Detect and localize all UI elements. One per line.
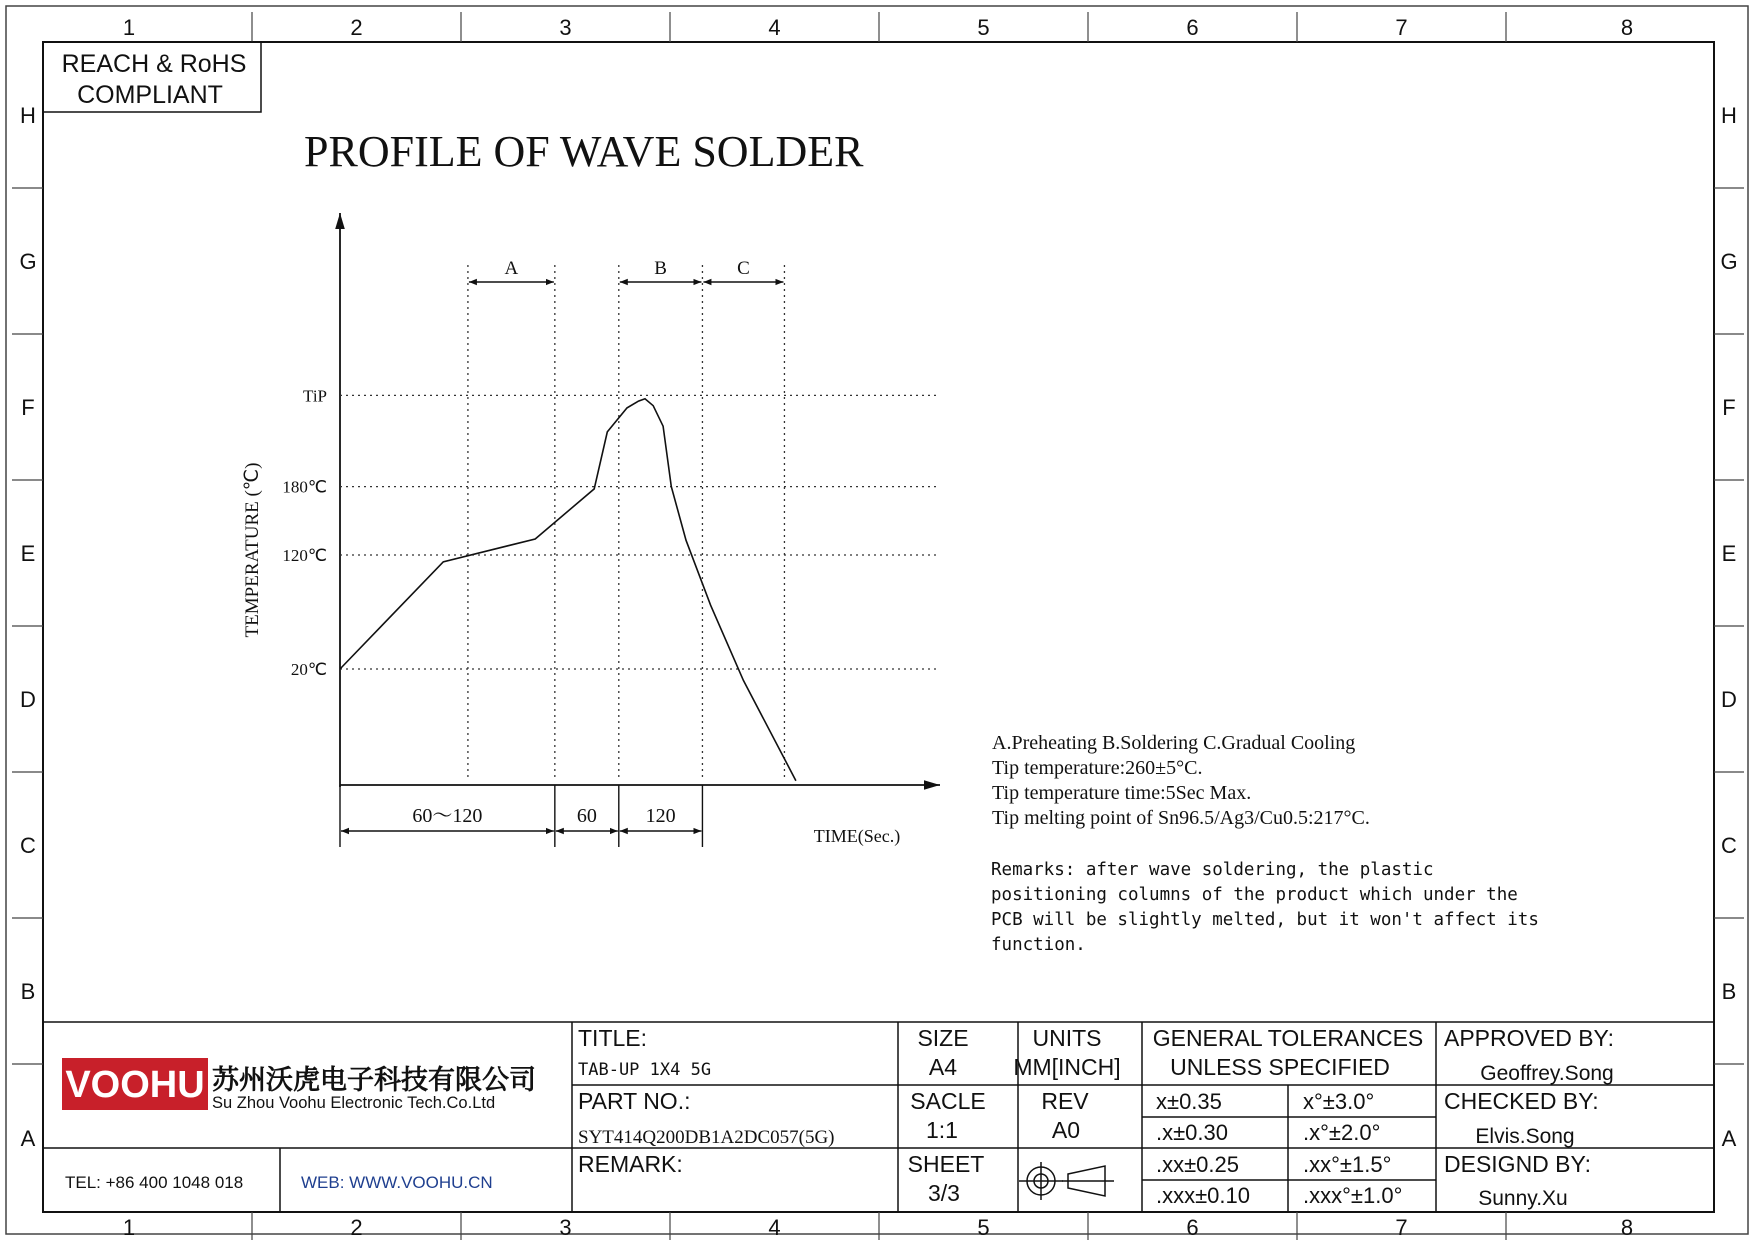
y-tick-label: 120℃ bbox=[282, 546, 327, 565]
scale-value: 1:1 bbox=[926, 1117, 958, 1143]
frame-row-label-right: H bbox=[1721, 103, 1737, 128]
designed-by-value: Sunny.Xu bbox=[1478, 1187, 1568, 1210]
remark-line-4: function. bbox=[991, 935, 1086, 955]
rev-value: A0 bbox=[1051, 1117, 1081, 1143]
approved-by-label: APPROVED BY: bbox=[1444, 1025, 1615, 1051]
frame-column-label-bottom: 2 bbox=[350, 1215, 363, 1240]
company-name-en: Su Zhou Voohu Electronic Tech.Co.Ltd bbox=[212, 1094, 496, 1112]
frame-row-label-right: F bbox=[1722, 395, 1736, 420]
time-span-dimensions bbox=[340, 785, 702, 847]
frame-row-label-left: E bbox=[20, 541, 36, 566]
part-no-value: SYT414Q200DB1A2DC057(5G) bbox=[578, 1127, 835, 1148]
logo-wordmark: VOOHU bbox=[65, 1064, 205, 1106]
frame-row-label-left: B bbox=[20, 979, 36, 1004]
frame-row-label-left: F bbox=[21, 395, 35, 420]
frame-grid bbox=[12, 12, 1744, 1240]
title-label: TITLE: bbox=[578, 1025, 648, 1051]
frame-row-label-left: H bbox=[20, 103, 36, 128]
notes-block bbox=[992, 732, 1370, 829]
compliance-box bbox=[43, 42, 261, 112]
company-web: WEB: WWW.VOOHU.CN bbox=[301, 1173, 493, 1192]
tolerance-linear-1: .x±0.30 bbox=[1156, 1120, 1229, 1145]
remark-line-2: positioning columns of the product which under the bbox=[991, 885, 1518, 905]
frame-column-label-top: 7 bbox=[1395, 15, 1408, 40]
part-no-label: PART NO.: bbox=[578, 1088, 691, 1114]
zone-label: C bbox=[737, 258, 750, 279]
tolerances-label-2: UNLESS SPECIFIED bbox=[1170, 1054, 1390, 1080]
compliance-line-1: REACH & RoHS bbox=[61, 50, 247, 78]
remark-line-1: Remarks: after wave soldering, the plastic bbox=[991, 860, 1434, 880]
remark-label: REMARK: bbox=[578, 1151, 683, 1177]
time-span-label: 60～120 bbox=[412, 805, 483, 827]
checked-by-value: Elvis.Song bbox=[1475, 1125, 1575, 1148]
x-axis-label: TIME(Sec.) bbox=[813, 826, 901, 846]
units-value: MM[INCH] bbox=[1013, 1054, 1121, 1080]
note-line-1: A.Preheating B.Soldering C.Gradual Cooling bbox=[992, 732, 1356, 754]
approved-by-value: Geoffrey.Song bbox=[1480, 1062, 1614, 1085]
note-line-3: Tip temperature time:5Sec Max. bbox=[992, 782, 1252, 804]
temperature-gridlines bbox=[340, 395, 940, 669]
y-axis-label: TEMPERATURE (℃) bbox=[242, 462, 263, 638]
sheet-value: 3/3 bbox=[928, 1180, 960, 1206]
tolerance-angular-3: .xxx°±1.0° bbox=[1303, 1183, 1403, 1208]
tolerance-angular-1: .x°±2.0° bbox=[1303, 1120, 1381, 1145]
tolerance-angular-2: .xx°±1.5° bbox=[1303, 1152, 1392, 1177]
tolerance-linear-2: .xx±0.25 bbox=[1156, 1152, 1240, 1177]
tolerance-linear-3: .xxx±0.10 bbox=[1156, 1183, 1251, 1208]
zone-label: B bbox=[654, 258, 667, 279]
zone-label: A bbox=[504, 258, 519, 279]
note-line-4: Tip melting point of Sn96.5/Ag3/Cu0.5:217°C. bbox=[992, 807, 1370, 829]
y-tick-labels bbox=[282, 386, 327, 679]
frame-column-label-bottom: 1 bbox=[122, 1215, 136, 1240]
size-label: SIZE bbox=[917, 1025, 969, 1051]
size-value: A4 bbox=[928, 1054, 958, 1080]
frame-column-label-bottom: 5 bbox=[977, 1215, 990, 1240]
scale-label: SACLE bbox=[910, 1088, 986, 1114]
company-tel: TEL: +86 400 1048 018 bbox=[65, 1173, 244, 1192]
checked-by-label: CHECKED BY: bbox=[1444, 1088, 1599, 1114]
frame-column-label-top: 4 bbox=[768, 15, 781, 40]
frame-column-label-bottom: 4 bbox=[768, 1215, 781, 1240]
solder-profile-chart bbox=[242, 213, 940, 847]
time-span-label: 120 bbox=[645, 805, 676, 827]
frame-column-label-top: 6 bbox=[1186, 15, 1199, 40]
voohu-logo bbox=[62, 1058, 208, 1110]
frame-row-label-right: G bbox=[1720, 249, 1738, 274]
frame-column-label-top: 2 bbox=[350, 15, 363, 40]
frame-column-label-top: 8 bbox=[1620, 15, 1634, 40]
frame-row-label-right: C bbox=[1721, 833, 1737, 858]
remarks-block bbox=[991, 860, 1539, 955]
frame-row-label-right: E bbox=[1721, 541, 1737, 566]
compliance-line-2: COMPLIANT bbox=[77, 81, 223, 109]
frame-column-label-bottom: 8 bbox=[1620, 1215, 1634, 1240]
y-tick-label: 180℃ bbox=[282, 477, 327, 497]
frame-column-label-bottom: 7 bbox=[1395, 1215, 1408, 1240]
frame-row-label-right: A bbox=[1721, 1126, 1737, 1151]
zone-gridlines bbox=[468, 265, 785, 780]
frame-row-label-left: G bbox=[19, 249, 37, 274]
tolerance-angular-0: x°±3.0° bbox=[1303, 1089, 1375, 1114]
frame-column-label-top: 1 bbox=[122, 15, 136, 40]
frame-row-label-left: C bbox=[20, 833, 36, 858]
frame-row-label-left: D bbox=[20, 687, 36, 712]
sheet-label: SHEET bbox=[907, 1151, 985, 1177]
rev-label: REV bbox=[1041, 1088, 1089, 1114]
tolerances-label-1: GENERAL TOLERANCES bbox=[1152, 1025, 1424, 1051]
y-tick-label: TiP bbox=[303, 386, 327, 406]
zone-markers bbox=[469, 258, 784, 282]
remark-line-3: PCB will be slightly melted, but it won't affect its bbox=[991, 910, 1539, 930]
tolerance-linear-0: x±0.35 bbox=[1156, 1089, 1222, 1114]
units-label: UNITS bbox=[1032, 1025, 1102, 1051]
projection-symbol-icon bbox=[1019, 1162, 1114, 1200]
temperature-profile-line bbox=[340, 399, 796, 781]
frame-column-label-bottom: 6 bbox=[1186, 1215, 1199, 1240]
frame-row-label-right: B bbox=[1721, 979, 1737, 1004]
frame-column-label-bottom: 3 bbox=[559, 1215, 572, 1240]
frame-column-label-top: 3 bbox=[559, 15, 572, 40]
company-name-cn: 苏州沃虎电子科技有限公司 bbox=[212, 1065, 536, 1095]
frame-labels bbox=[19, 15, 1737, 1240]
designed-by-label: DESIGND BY: bbox=[1444, 1151, 1591, 1177]
drawing-title: PROFILE OF WAVE SOLDER bbox=[304, 127, 864, 176]
title-value: TAB-UP 1X4 5G bbox=[578, 1060, 712, 1080]
time-span-label: 60 bbox=[576, 805, 597, 827]
note-line-2: Tip temperature:260±5°C. bbox=[992, 757, 1203, 779]
y-tick-label: 20℃ bbox=[290, 660, 327, 679]
frame-column-label-top: 5 bbox=[977, 15, 990, 40]
frame-row-label-right: D bbox=[1721, 687, 1737, 712]
frame-row-label-left: A bbox=[20, 1126, 36, 1151]
